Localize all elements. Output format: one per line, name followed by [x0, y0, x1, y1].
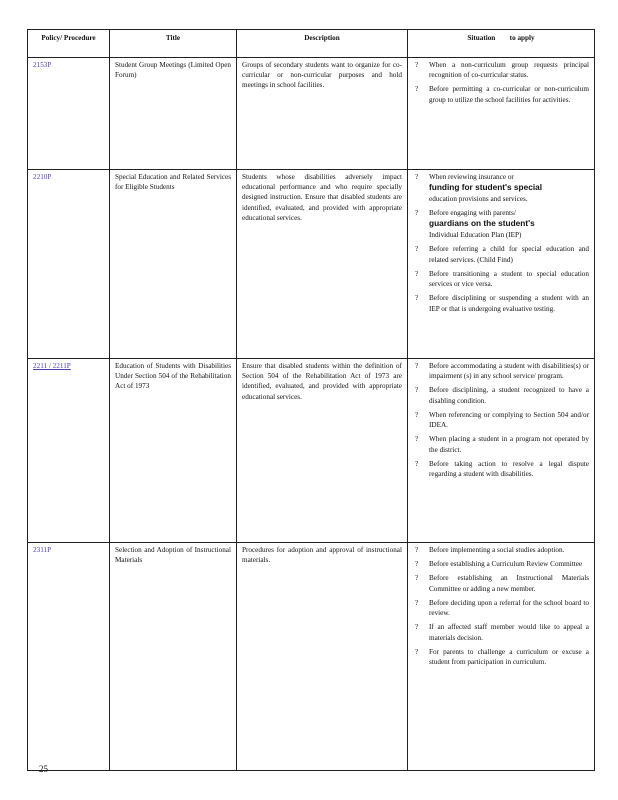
situation-item: ? For parents to challenge a curriculum or excuse a student from participation in curriculum.: [415, 647, 589, 666]
bullet-glyph: ?: [415, 61, 419, 69]
header-policy: Policy/ Procedure: [28, 30, 110, 58]
situation-item: ? If an affected staff member would like to appeal a materials decision.: [415, 623, 589, 642]
situation-item: ? When reviewing insurance or funding for student's special education provisions and services.: [415, 173, 543, 203]
table-row: [28, 359, 595, 543]
situation-item: ? Before disciplining or suspending a student with an IEP or that is undergoing evaluative testing.: [415, 294, 589, 313]
policy-description: Procedures for adoption and approval of instructional materials.: [237, 543, 408, 771]
situation-list: [413, 545, 589, 667]
situation-item: ? Before transitioning a student to special education services or vice versa.: [415, 269, 589, 289]
situation-item: ? Before taking action to resolve a legal dispute regarding a student with disabilities.: [415, 459, 589, 478]
policy-id[interactable]: 2153P: [28, 58, 110, 170]
policy-id[interactable]: 2311P: [28, 543, 110, 771]
policy-title: Selection and Adoption of Instructional Materials: [110, 543, 237, 771]
policy-table: [27, 29, 595, 771]
situation-item: ? Before establishing an Instructional Materials Committee or adding a new member.: [415, 574, 589, 593]
bullet-glyph: ?: [415, 410, 419, 419]
policy-link[interactable]: 2211 / 2211P: [33, 362, 71, 370]
bullet-glyph: ?: [415, 560, 419, 569]
bullet-glyph: ?: [415, 245, 419, 254]
situation-item: ? Before engaging with parents/ guardians on the student's Individual Education Plan (IEP): [415, 209, 535, 240]
situation-item: ? Before disciplining, a student recognized to have a disabling condition.: [415, 386, 589, 405]
situation-cell: [408, 58, 595, 170]
policy-title: Special Education and Related Services for Eligible Students: [110, 170, 237, 359]
bullet-glyph: ?: [415, 435, 419, 444]
situation-list: [413, 172, 589, 314]
table-header-row: [28, 30, 595, 58]
policy-description: Groups of secondary students want to organize for co-curricular or non-curricular purposes and hold meetings in school facilities.: [237, 58, 408, 170]
situation-item: ? Before permitting a co-curricular or non-curriculum group to utilize the school facilities for activities.: [415, 85, 589, 104]
page-number: 25: [39, 764, 48, 774]
bullet-glyph: ?: [415, 647, 419, 656]
policy-description: Students whose disabilities adversely impact educational performance and who require specially designed instruction. Ensure that disabled students are identified, evaluated, and provided with appropriate educational services.: [237, 170, 408, 359]
situation-item: ? When referencing or complying to Section 504 and/or IDEA.: [415, 410, 589, 430]
table-row: [28, 58, 595, 170]
header-description: Description: [237, 30, 408, 58]
situation-list: [413, 361, 589, 479]
policy-description: Ensure that disabled students within the definition of Section 504 of the Rehabilitation Act of 1973 are identified, evaluated, and provided with appropriate educational services.: [237, 359, 408, 543]
bullet-glyph: ?: [415, 269, 419, 278]
situation-cell: [408, 359, 595, 543]
policy-title: Student Group Meetings (Limited Open Forum): [110, 58, 237, 170]
situation-list: [413, 60, 589, 105]
bullet-glyph: ?: [415, 386, 419, 395]
policy-title: Education of Students with Disabilities Under Section 504 of the Rehabilitation Act of 1973: [110, 359, 237, 543]
policy-id[interactable]: 2210P: [28, 170, 110, 359]
situation-item: ? Before implementing a social studies adoption.: [415, 546, 565, 554]
bullet-glyph: ?: [415, 85, 419, 94]
bullet-glyph: ?: [415, 574, 419, 583]
situation-item: ? Before accommodating a student with disabilities(s) or impairment (s) in any school service/ program.: [415, 362, 589, 381]
situation-item: ? Before establishing a Curriculum Review Committee: [415, 560, 583, 569]
situation-cell: [408, 170, 595, 359]
table-row: [28, 543, 595, 771]
policy-id[interactable]: [28, 359, 110, 543]
bullet-glyph: ?: [415, 546, 419, 554]
situation-item: ? Before deciding upon a referral for the school board to review.: [415, 598, 589, 618]
bullet-glyph: ?: [415, 294, 419, 303]
header-situation: Situation to apply: [408, 30, 595, 58]
situation-item: ? When a non-curriculum group requests principal recognition of co-curricular status.: [415, 61, 589, 80]
situation-item: ? When placing a student in a program not operated by the district.: [415, 435, 589, 454]
bullet-glyph: ?: [415, 362, 419, 370]
bullet-glyph: ?: [415, 209, 419, 218]
situation-cell: [408, 543, 595, 771]
bullet-glyph: ?: [415, 173, 419, 181]
bullet-glyph: ?: [415, 623, 419, 632]
bullet-glyph: ?: [415, 598, 419, 607]
bullet-glyph: ?: [415, 459, 419, 468]
situation-item: ? Before referring a child for special education and related services. (Child Find): [415, 245, 589, 264]
header-title: Title: [110, 30, 237, 58]
table-row: [28, 170, 595, 359]
